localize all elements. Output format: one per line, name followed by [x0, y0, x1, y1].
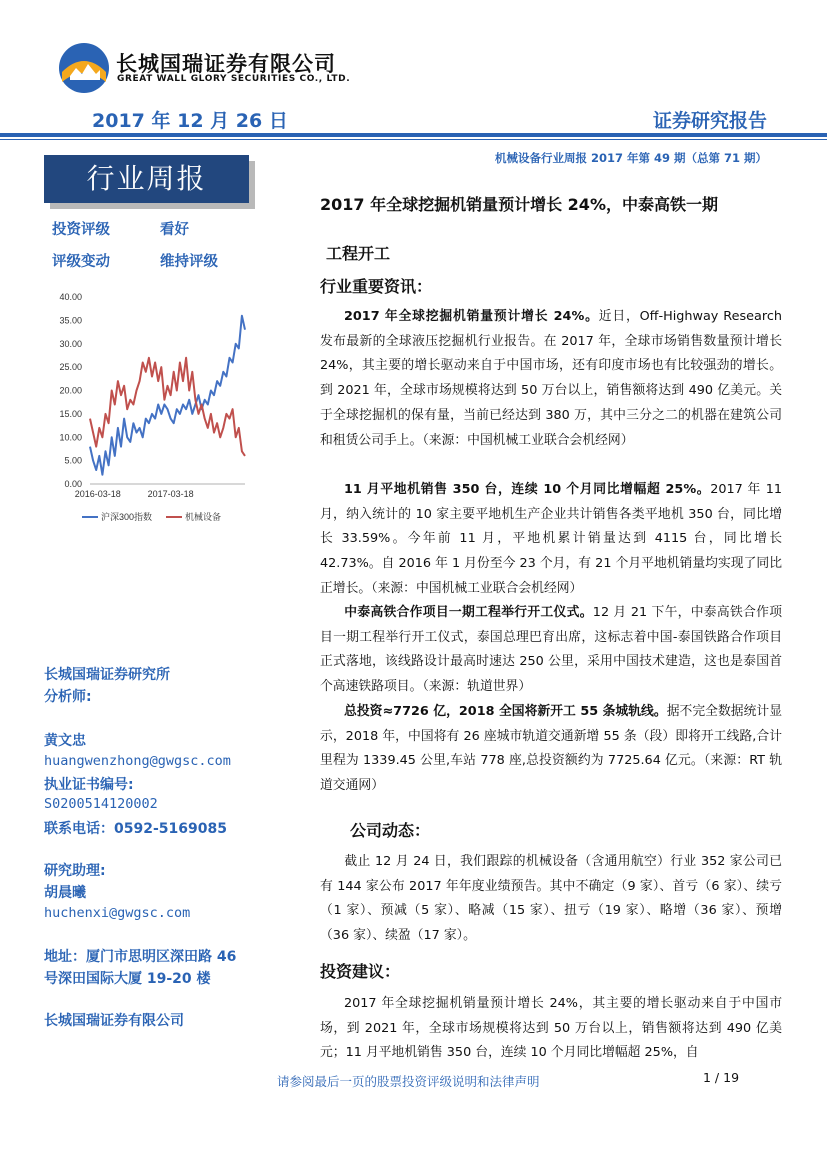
- y-tick-label: 25.00: [59, 362, 82, 373]
- y-tick-label: 15.00: [59, 408, 82, 419]
- company-logo-icon: [58, 42, 110, 94]
- news-paragraph-4: [320, 700, 782, 799]
- advice-paragraph: [320, 992, 782, 1066]
- section-investment-advice: 投资建议：: [320, 962, 401, 981]
- y-tick-label: 0.00: [64, 479, 82, 489]
- report-type: 证券研究报告: [652, 110, 767, 132]
- article-title: [320, 180, 780, 278]
- phone-number: 联系电话：0592-5169085: [44, 821, 227, 837]
- advice-body: 2017 年全球挖掘机销量预计增长 24%，其主要的增长驱动来自于中国市场，到 2021 年，全球市场规模将达到 50 万台以上，销售额将达到 490 亿美元；11 月平地机销售 350 台，连续 10 个月同比增幅超 25%，自: [320, 996, 782, 1061]
- address-line-1: 地址：厦门市思明区深田路 46: [44, 949, 237, 965]
- x-tick-label: 2016-03-18: [74, 489, 121, 499]
- news-paragraph-2: [320, 478, 782, 602]
- news-paragraph-1: [320, 305, 782, 453]
- report-date: 2017 年 12 月 26 日: [92, 110, 288, 132]
- analyst-label: 分析师:: [44, 689, 92, 705]
- news-lead-1: 2017 年全球挖掘机销量预计增长 24%。: [344, 309, 599, 324]
- y-tick-label: 10.00: [59, 432, 82, 443]
- news-paragraph-3: [320, 601, 782, 700]
- company-paragraph: [320, 850, 782, 949]
- y-tick-label: 20.00: [59, 385, 82, 396]
- footer-disclaimer: 请参阅最后一页的股票投资评级说明和法律声明: [277, 1074, 540, 1089]
- section-industry-news: 行业重要资讯：: [320, 277, 433, 296]
- company-name-cn: 长城国瑞证券有限公司: [116, 52, 336, 76]
- section-company-news: 公司动态：: [350, 821, 431, 840]
- header-divider: [0, 133, 827, 137]
- legend-label: 机械设备: [185, 512, 222, 522]
- legend-label: 沪深300指数: [101, 512, 153, 522]
- y-tick-label: 35.00: [59, 315, 82, 326]
- news-body-1: 近日，Off-Highway Research 发布最新的全球液压挖掘机行业报告。在 2017 年，全球市场销售数量预计增长 24%，其主要的增长驱动来自于中国市场，还有印度市场也有比较强劲的增长。到 2021 年，全球市场规模将达到 50 万台以上，销售额将达到 490 亿美元。关于全球挖掘机的保有量，当前已经达到 380 万，其中三分之二的机器在建筑公司和租赁公司手上。（来源：中国机械工业联合会机经网）: [320, 309, 782, 448]
- rating-value: 看好: [160, 222, 189, 238]
- address-line-2: 号深田国际大厦 19-20 楼: [44, 971, 211, 987]
- cert-label: 执业证书编号:: [44, 777, 134, 793]
- issue-number: 机械设备行业周报 2017 年第 49 期（总第 71 期）: [494, 151, 767, 165]
- analyst-email[interactable]: huangwenzhong@gwgsc.com: [44, 753, 231, 769]
- company-body: 截止 12 月 24 日，我们跟踪的机械设备（含通用航空）行业 352 家公司已有 144 家公布 2017 年年度业绩预告。其中不确定（9 家）、首亏（6 家）、续亏（1 家）、预减（5 家）、略减（15 家）、扭亏（19 家）、略增（36 家）、预增（36 家）、续盈（17 家）。: [320, 854, 782, 944]
- rating-label: 投资评级: [52, 222, 110, 238]
- company-name-en: GREAT WALL GLORY SECURITIES CO., LTD.: [117, 74, 351, 84]
- weekly-report-badge: 行业周报: [44, 155, 249, 203]
- y-tick-label: 30.00: [59, 338, 82, 349]
- rating-change-value: 维持评级: [160, 254, 218, 270]
- assistant-label: 研究助理:: [44, 863, 106, 879]
- company-footer-name: 长城国瑞证券有限公司: [44, 1013, 184, 1029]
- article-title-line-1: 2017 年全球挖掘机销量预计增长 24%，中泰高铁一期: [320, 195, 718, 214]
- rating-change-label: 评级变动: [52, 254, 110, 270]
- article-title-line-2: 工程开工: [326, 244, 391, 263]
- news-body-4: 据不完全数据统计显示，2018 年，中国将有 26 座城市轨道交通新增 55 条（段）即将开工线路,合计里程为 1339.45 公里,车站 778 座,总投资额约为 7725.64 亿元。（来源：RT 轨道交通网）: [320, 704, 782, 794]
- analyst-name: 黄文忠: [44, 733, 86, 749]
- cert-number: S0200514120002: [44, 796, 158, 812]
- assistant-email[interactable]: huchenxi@gwgsc.com: [44, 905, 191, 921]
- y-tick-label: 40.00: [59, 292, 82, 302]
- performance-line-chart: [30, 287, 270, 532]
- x-tick-label: 2017-03-18: [147, 489, 194, 499]
- institute-name: 长城国瑞证券研究所: [44, 667, 170, 683]
- page-number: 1 / 19: [703, 1070, 740, 1085]
- header-divider-thin: [0, 139, 827, 140]
- news-lead-3: 中泰高铁合作项目一期工程举行开工仪式。: [344, 605, 593, 620]
- assistant-name: 胡晨曦: [44, 885, 86, 901]
- news-lead-4: 总投资≈7726 亿，2018 全国将新开工 55 条城轨线。: [344, 704, 667, 719]
- news-body-3: 12 月 21 下午，中泰高铁合作项目一期工程举行开工仪式，泰国总理巴育出席，这标志着中国-泰国铁路合作项目正式落地，该线路设计最高时速达 250 公里，采用中国技术建造，这也是泰国首个高速铁路项目。（来源：轨道世界）: [320, 605, 783, 695]
- news-lead-2: 11 月平地机销售 350 台，连续 10 个月同比增幅超 25%。: [344, 482, 711, 497]
- news-body-2: 2017 年 11 月，纳入统计的 10 家主要平地机生产企业共计销售各类平地机 350 台，同比增长 33.59%。今年前 11 月，平地机累计销量达到 4115 台，同比增长 42.73%。自 2016 年 1 月份至今 23 个月，有 21 个月平地机销量均实现了同比正增长。（来源：中国机械工业联合会机经网）: [320, 482, 782, 596]
- y-tick-label: 5.00: [64, 455, 82, 466]
